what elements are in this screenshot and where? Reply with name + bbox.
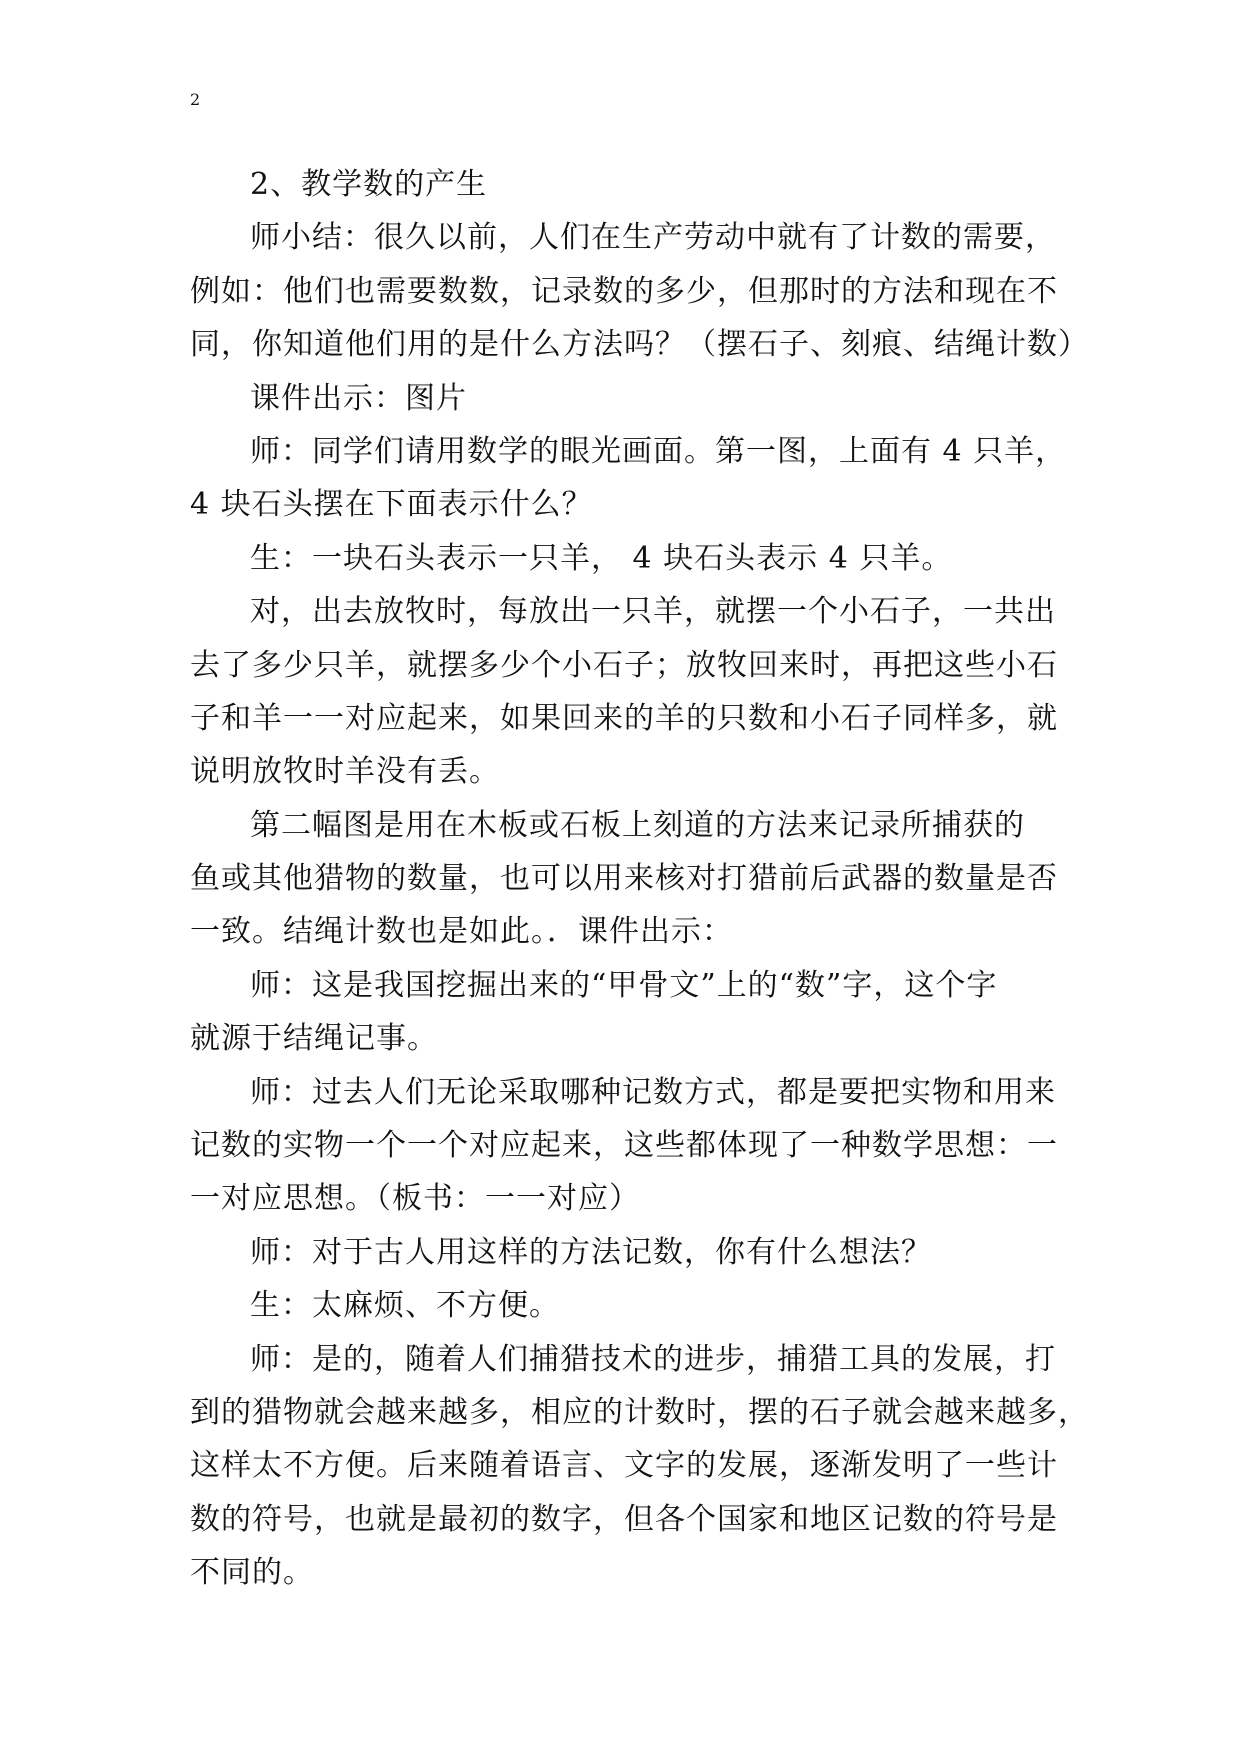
- paragraph-first-line: 对，出去放牧时，每放出一只羊，就摆一个小石子，一共出: [250, 594, 1056, 630]
- paragraph-line: 鱼或其他猎物的数量，也可以用来核对打猎前后武器的数量是否: [190, 861, 1058, 897]
- paragraph-first-line: 生：太麻烦、不方便。: [250, 1288, 560, 1324]
- paragraph-line: 一致。结绳计数也是如此。．课件出示：: [190, 914, 733, 950]
- paragraph-first-line: 师：过去人们无论采取哪种记数方式，都是要把实物和用来: [250, 1074, 1056, 1110]
- paragraph-line: 这样太不方便。后来随着语言、文字的发展，逐渐发明了一些计: [190, 1448, 1058, 1484]
- paragraph: [190, 1279, 1060, 1332]
- paragraph-first-line: 师：同学们请用数学的眼光画面。第一图，上面有 4 只羊，: [250, 433, 1067, 469]
- page-number: 2: [190, 90, 201, 109]
- paragraph-line: 例如：他们也需要数数，记录数的多少，但那时的方法和现在不: [190, 273, 1058, 309]
- paragraph-line: 不同的。: [190, 1555, 314, 1591]
- paragraph-line: 说明放牧时羊没有丢。: [190, 754, 500, 790]
- paragraph: [190, 1226, 1060, 1279]
- paragraph: [190, 585, 1060, 799]
- paragraph-line: 数的符号，也就是最初的数字，但各个国家和地区记数的符号是: [190, 1501, 1058, 1537]
- paragraph: [190, 799, 1060, 959]
- paragraph-line: 就源于结绳记事。: [190, 1021, 438, 1057]
- paragraph-line: 到的猎物就会越来越多，相应的计数时，摆的石子就会越来越多，: [190, 1394, 1089, 1430]
- paragraph: [190, 211, 1089, 371]
- paragraph-line: 4 块石头摆在下面表示什么？: [190, 487, 593, 523]
- paragraph-first-line: 第二幅图是用在木板或石板上刻道的方法来记录所捕获的: [250, 807, 1025, 843]
- paragraph: [190, 425, 1067, 532]
- paragraph: [190, 1066, 1060, 1226]
- document-body: [190, 158, 1089, 1600]
- paragraph: [190, 532, 1060, 585]
- paragraph-first-line: 生：一块石头表示一只羊， 4 块石头表示 4 只羊。: [250, 540, 953, 576]
- paragraph-line: 同，你知道他们用的是什么方法吗？（摆石子、刻痕、结绳计数）: [190, 327, 1089, 363]
- paragraph-first-line: 师：是的，随着人们捕猎技术的进步，捕猎工具的发展，打: [250, 1341, 1056, 1377]
- paragraph-first-line: 师：对于古人用这样的方法记数，你有什么想法？: [250, 1234, 932, 1270]
- paragraph-first-line: 课件出示：图片: [250, 380, 467, 416]
- paragraph: [190, 372, 1060, 425]
- paragraph-first-line: 2、教学数的产生: [250, 167, 488, 202]
- paragraph-line: 一对应思想。（板书：一一对应）: [190, 1181, 640, 1217]
- paragraph-line: 子和羊一一对应起来，如果回来的羊的只数和小石子同样多，就: [190, 700, 1058, 736]
- paragraph-first-line: 师小结：很久以前，人们在生产劳动中就有了计数的需要，: [250, 220, 1056, 256]
- paragraph: [190, 1333, 1089, 1600]
- paragraph-line: 去了多少只羊，就摆多少个小石子；放牧回来时，再把这些小石: [190, 647, 1058, 683]
- paragraph: [190, 158, 1060, 211]
- paragraph-first-line: 师：这是我国挖掘出来的“甲骨文”上的“数”字，这个字: [250, 967, 998, 1003]
- paragraph: [190, 959, 1060, 1066]
- paragraph-line: 记数的实物一个一个对应起来，这些都体现了一种数学思想：一: [190, 1128, 1058, 1164]
